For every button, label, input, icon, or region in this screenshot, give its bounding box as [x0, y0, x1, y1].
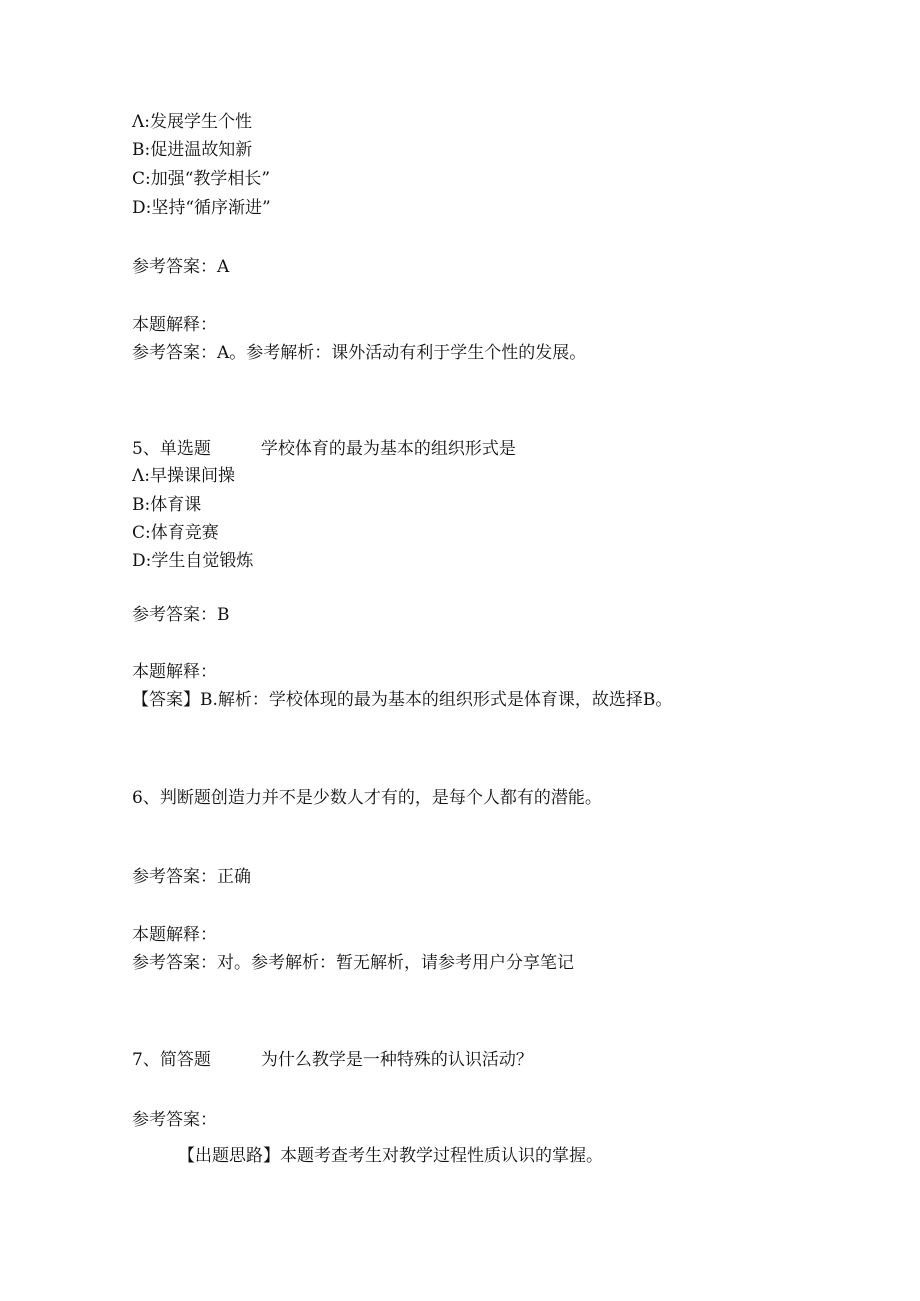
q7-idea: 【出题思路】本题考查考生对教学过程性质认识的掌握。	[178, 1146, 603, 1166]
q7-number-type: 7、简答题	[132, 1050, 211, 1070]
q5-option-a: Λ:早操课间操	[132, 466, 236, 486]
q5-heading	[132, 438, 516, 460]
q4-explain: 参考答案：A。参考解析：课外活动有利于学生个性的发展。	[132, 343, 587, 363]
q6-explain-label: 本题解释：	[132, 925, 217, 945]
q5-stem: 学校体育的最为基本的组织形式是	[260, 439, 516, 459]
q4-option-c: C:加强“教学相长”	[132, 169, 271, 189]
q6-explain: 参考答案：对。参考解析：暂无解析，请参考用户分享笔记	[132, 953, 574, 973]
q5-option-c: C:体育竞赛	[132, 523, 219, 543]
q5-explain-label: 本题解释：	[132, 662, 217, 682]
q6-stem: 6、判断题创造力并不是少数人才有的，是每个人都有的潜能。	[132, 788, 602, 808]
q5-option-d: D:学生自觉锻炼	[132, 551, 254, 571]
q5-number-type: 5、单选题	[132, 439, 211, 459]
q6-answer: 参考答案：正确	[132, 867, 251, 887]
q4-option-b: B:促进温故知新	[132, 140, 253, 160]
q4-option-a: Λ:发展学生个性	[132, 112, 253, 132]
q4-explain-label: 本题解释：	[132, 315, 217, 335]
q5-option-b: B:体育课	[132, 495, 202, 515]
q4-answer: 参考答案：A	[132, 257, 230, 277]
q5-answer: 参考答案：B	[132, 605, 230, 625]
q4-option-d: D:坚持“循序渐进”	[132, 198, 271, 218]
q7-answer-label: 参考答案：	[132, 1110, 217, 1130]
q7-stem: 为什么教学是一种特殊的认识活动？	[260, 1050, 533, 1070]
q5-explain: 【答案】B.解析：学校体现的最为基本的组织形式是体育课，故选择B。	[132, 690, 673, 710]
q7-heading	[132, 1049, 533, 1071]
